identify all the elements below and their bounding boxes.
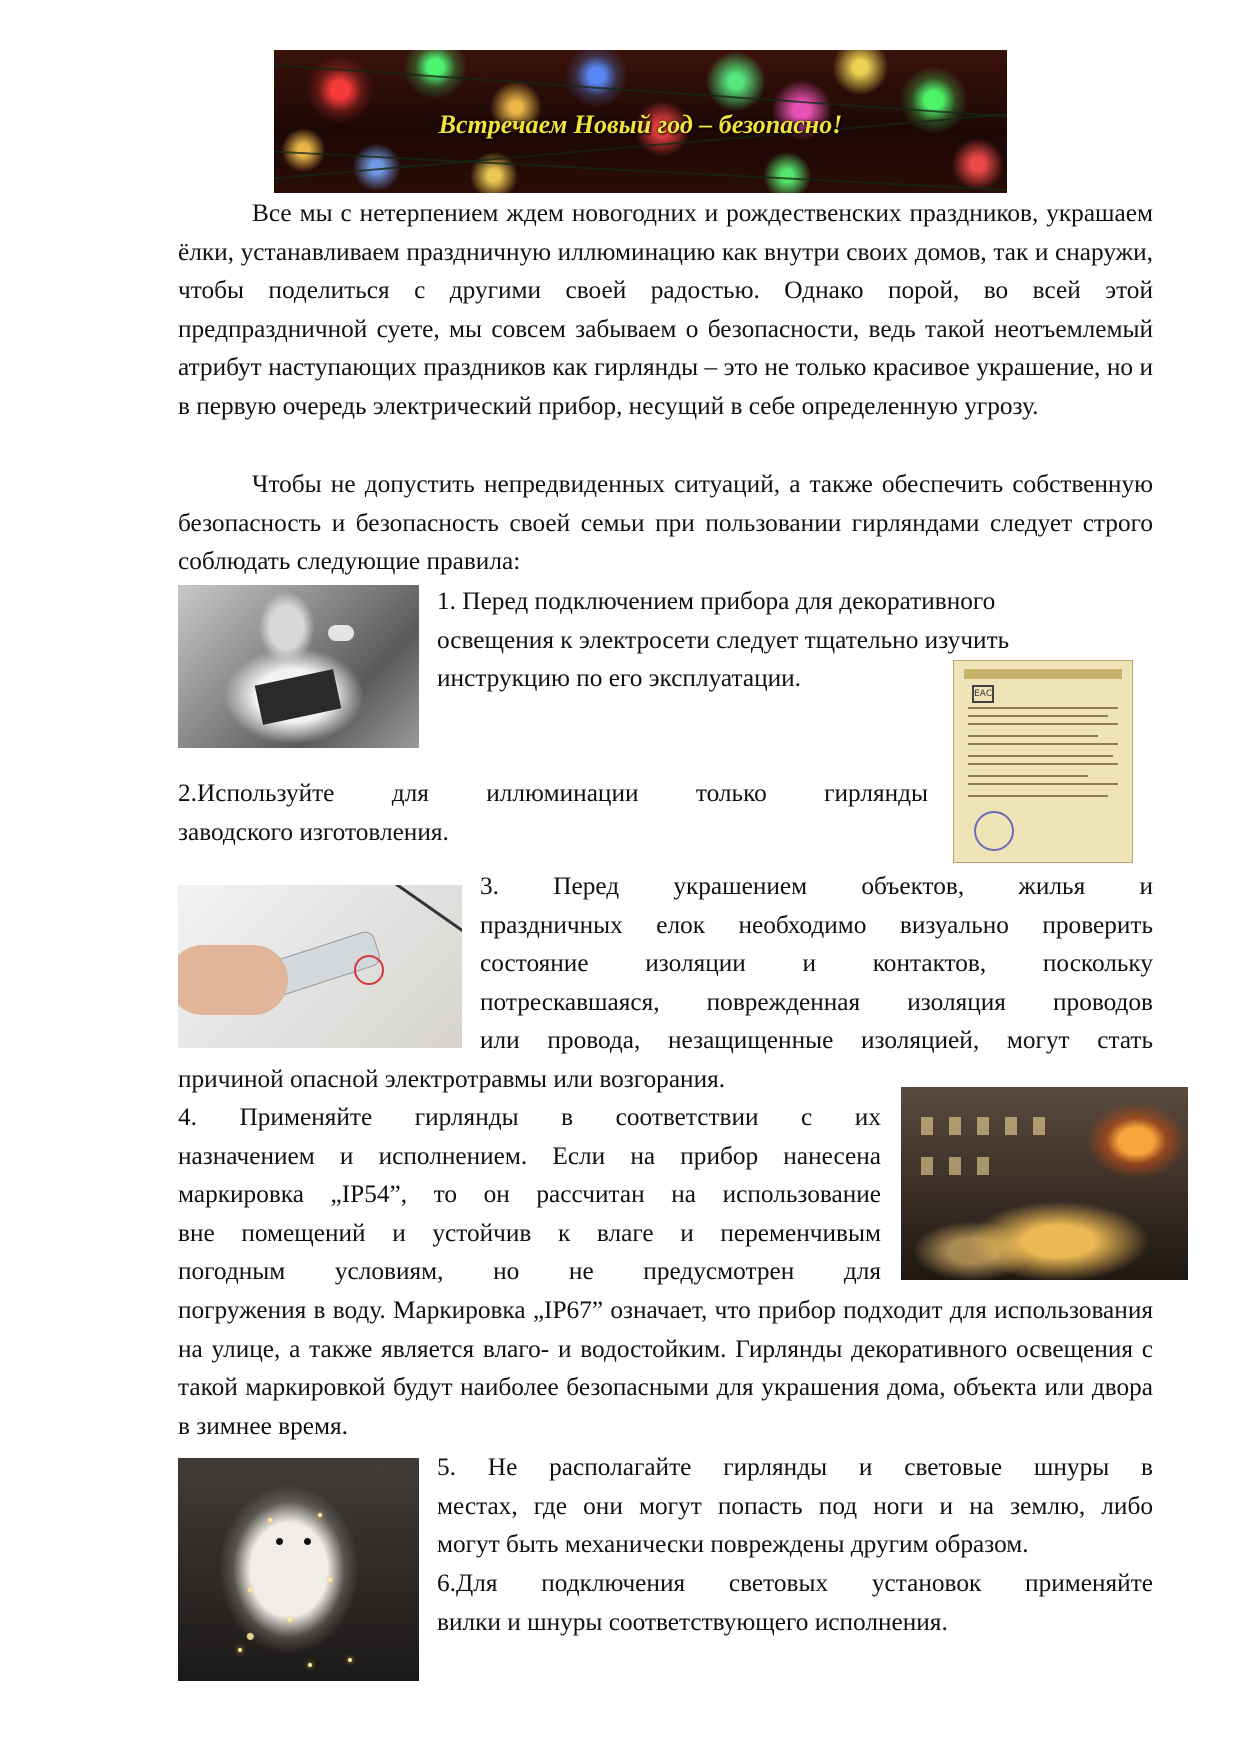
certificate-stamp [974, 811, 1014, 851]
banner-title: Встречаем Новый год – безопасно! [438, 110, 843, 139]
window-shape [949, 1117, 961, 1135]
garland-light [238, 1648, 242, 1652]
rule-5-line: могут быть механически повреждены другим образом. [437, 1530, 1029, 1559]
certificate-line [968, 707, 1118, 709]
photo-man-reading-instructions [178, 585, 419, 748]
window-shape [1033, 1117, 1045, 1135]
certificate-line [968, 723, 1118, 725]
book-shape [255, 669, 342, 725]
certificate-line [968, 735, 1098, 737]
photo-certificate [953, 660, 1133, 863]
hand-shape [328, 625, 354, 641]
rule-6-line: 6.Для подключения световых установок применяйте [437, 1569, 1153, 1597]
rule-3-line: 3. Перед украшением объектов, жилья и [480, 872, 1153, 900]
rule-4-line: 4. Применяйте гирлянды в соответствии с их [178, 1103, 881, 1131]
certificate-line [968, 755, 1113, 757]
rule-4-line: вне помещений и устойчив к влаге и переменчивым [178, 1218, 881, 1247]
garland-light [348, 1658, 352, 1662]
certificate-line [968, 743, 1118, 745]
rule-3-line: причиной опасной электротравмы или возгорания. [178, 1065, 726, 1093]
rule-4-continuation: погружения в воду. Маркировка „IP67” означает, что прибор подходит для использования на улице, а также является влаго- и водостойким. Гирлянды декоративного освещения с такой маркировкой будут наиболее безопасными для украшения дома, объекта или двора в зимнее время. [178, 1296, 1153, 1440]
rule-5 [437, 1448, 1153, 1564]
rule-4-line: погодным условиям, но не предусмотрен для [178, 1257, 881, 1286]
window-shape [977, 1117, 989, 1135]
rule-3 [480, 867, 1153, 1060]
rule-3-line: праздничных елок необходимо визуально проверить [480, 910, 1153, 939]
garland-light [328, 1578, 332, 1582]
rule-2-line: заводского изготовления. [178, 817, 449, 846]
window-shape [977, 1157, 989, 1175]
rule-4-line: маркировка „IP54”, то он рассчитан на использование [178, 1180, 881, 1209]
certificate-line [968, 763, 1118, 765]
rule-3-line: состояние изоляции и контактов, поскольку [480, 949, 1153, 978]
intro-paragraph-2: Чтобы не допустить непредвиденных ситуаций, а также обеспечить собственную безопасность и безопасность своей семьи при пользовании гирляндами следует строго соблюдать следующие правила: [178, 470, 1153, 576]
certificate-line [968, 775, 1088, 777]
dog-eye [276, 1538, 283, 1545]
rule-3-line: потрескавшаяся, поврежденная изоляция проводов [480, 987, 1153, 1016]
garland-light [318, 1513, 322, 1517]
certificate-line [968, 795, 1108, 797]
certificate-mark: ЕАС [972, 685, 994, 703]
damage-marker [354, 955, 384, 985]
rule-1-line: инструкцию по его эксплуатации. [437, 664, 802, 693]
rule-4 [178, 1098, 881, 1291]
certificate-line [968, 715, 1108, 717]
rule-1-line: освещения к электросети следует тщательно изучить [437, 625, 1010, 654]
cable-shape [378, 885, 462, 942]
window-shape [1005, 1117, 1017, 1135]
rule-3-line: или провода, незащищенные изоляцией, могут стать [480, 1026, 1153, 1055]
banner-image [274, 50, 1007, 193]
photo-garland-fire [901, 1087, 1188, 1280]
garland-light [248, 1588, 252, 1592]
garland-light [288, 1618, 292, 1622]
certificate-header [964, 669, 1122, 679]
rule-6 [437, 1564, 1153, 1641]
photo-dog-with-garland [178, 1458, 419, 1681]
rule-6-line: вилки и шнуры соответствующего исполнения. [437, 1607, 948, 1636]
rule-2 [178, 774, 928, 851]
finger-shape [178, 945, 288, 1015]
dog-eye [304, 1538, 311, 1545]
rule-2-line: 2.Используйте для иллюминации только гирлянды [178, 779, 928, 807]
rule-5-line: местах, где они могут попасть под ноги и на землю, либо [437, 1491, 1153, 1520]
certificate-line [968, 783, 1118, 785]
garland-light [268, 1518, 272, 1522]
intro-paragraph-1: Все мы с нетерпением ждем новогодних и рождественских праздников, украшаем ёлки, устанавливаем праздничную иллюминацию как внутри своих домов, так и снаружи, чтобы поделиться с другими своей радостью. Однако порой, во всей этой предпраздничной суете, мы совсем забываем о безопасности, ведь такой неотъемлемый атрибут наступающих праздников как гирлянды – это не только красивое украшение, но и в первую очередь электрический прибор, несущий в себе определенную угрозу. [178, 199, 1153, 420]
window-shape [949, 1157, 961, 1175]
rule-1-line: 1. Перед подключением прибора для декоративного [437, 587, 996, 615]
garland-light [308, 1663, 312, 1667]
rule-4-line: назначением и исполнением. Если на прибор нанесена [178, 1141, 881, 1170]
garland-wire [274, 150, 1007, 193]
rule-5-line: 5. Не располагайте гирлянды и световые шнуры в [437, 1453, 1153, 1481]
window-shape [921, 1117, 933, 1135]
window-shape [921, 1157, 933, 1175]
photo-damaged-plug [178, 885, 462, 1048]
